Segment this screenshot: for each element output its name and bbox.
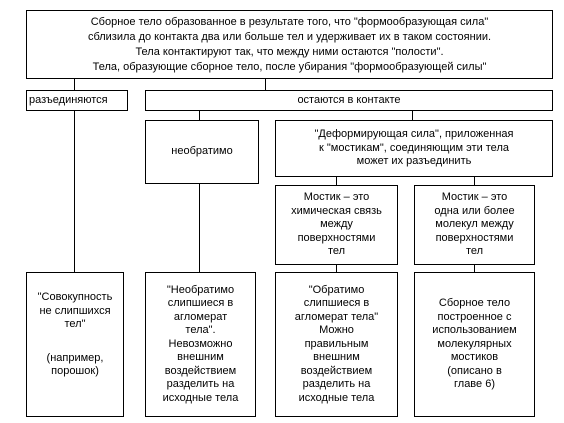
result-irreversible-line: агломерат: [173, 310, 228, 323]
result-reversible-line: агломерат тела": [294, 310, 379, 323]
result-irreversible-line: разделить на: [166, 378, 235, 391]
result-irreversible-stuck-box: [145, 272, 256, 417]
result-assembled-line: мостиков: [450, 351, 499, 364]
result-reversible-line: внешним: [313, 351, 360, 364]
branch-separate-box: [26, 90, 128, 111]
result-non-stuck-line: не слипшихся: [39, 304, 111, 317]
result-irreversible-line: воздействием: [164, 364, 237, 377]
result-non-stuck-line: "Совокупность: [37, 291, 113, 303]
irreversible-box: [145, 120, 259, 184]
deforming-force-box: [275, 120, 553, 177]
irreversible-label: необратимо: [171, 145, 233, 158]
result-irreversible-line: внешним: [177, 351, 224, 364]
root-line: Тела, образующие сборное тело, после убирания "формообразующей силы": [92, 60, 487, 73]
force-line: к "мостикам", соединяющим эти тела: [319, 141, 509, 154]
result-reversible-line: воздействием: [300, 364, 373, 377]
bridge-molecular-line: тел: [465, 245, 484, 258]
force-line: "Деформирующая сила", приложенная: [314, 128, 514, 141]
result-irreversible-line: "Необратимо: [166, 283, 235, 296]
result-assembled-line: (описано в: [447, 364, 502, 377]
result-reversible-line: исходные тела: [298, 391, 375, 404]
branch-separate-label: разъединяются: [29, 93, 108, 106]
result-assembled-line: построенное с: [437, 310, 512, 323]
bridge-chemical-line: поверхностями: [297, 231, 376, 244]
result-reversible-stuck-box: [275, 272, 398, 417]
result-irreversible-line: слипшиеся в: [167, 297, 234, 310]
result-assembled-box: [414, 272, 535, 417]
branch-stay-box: [145, 90, 553, 111]
result-irreversible-line: Невозможно: [168, 337, 233, 350]
result-non-stuck-line: (например,: [46, 351, 104, 364]
bridge-molecular-line: молекул между: [435, 218, 514, 231]
bridge-chemical-line: между: [320, 218, 353, 231]
bridge-molecular-line: одна или более: [434, 204, 515, 217]
result-non-stuck-line: порошок): [51, 365, 99, 377]
root-line: Тела контактируют так, что между ними остаются "полости".: [135, 45, 444, 58]
root-box: [26, 10, 553, 79]
root-line: сблизила до контакта два или больше тел и удерживает их в таком состоянии.: [87, 30, 492, 43]
result-assembled-line: молекулярных: [437, 337, 512, 350]
result-reversible-line: разделить на: [302, 378, 371, 391]
result-reversible-line: Можно: [319, 324, 354, 337]
result-assembled-line: главе 6): [454, 378, 495, 391]
result-assembled-line: Сборное тело: [438, 297, 511, 310]
result-reversible-line: слипшиеся в: [303, 297, 370, 310]
result-non-stuck-line: тел": [64, 318, 86, 330]
force-line: может их разъединить: [356, 155, 472, 168]
bridge-chemical-line: Мостик – это: [303, 191, 370, 204]
bridge-molecular-line: поверхностями: [435, 231, 514, 244]
result-irreversible-line: тела".: [185, 324, 216, 337]
result-non-stuck-box: [26, 272, 124, 417]
root-line: Сборное тело образованное в результате того, что "формообразующая сила": [90, 15, 489, 28]
bridge-chemical-line: тел: [327, 245, 346, 258]
bridge-molecular-line: Мостик – это: [441, 191, 508, 204]
result-reversible-line: правильным: [304, 337, 369, 350]
bridge-molecular-box: [414, 185, 535, 265]
bridge-chemical-box: [275, 185, 398, 265]
result-reversible-line: "Обратимо: [308, 283, 365, 296]
result-assembled-line: использованием: [432, 324, 517, 337]
branch-stay-label: остаются в контакте: [297, 93, 401, 106]
bridge-chemical-line: химическая связь: [291, 204, 382, 217]
result-irreversible-line: исходные тела: [162, 391, 239, 404]
